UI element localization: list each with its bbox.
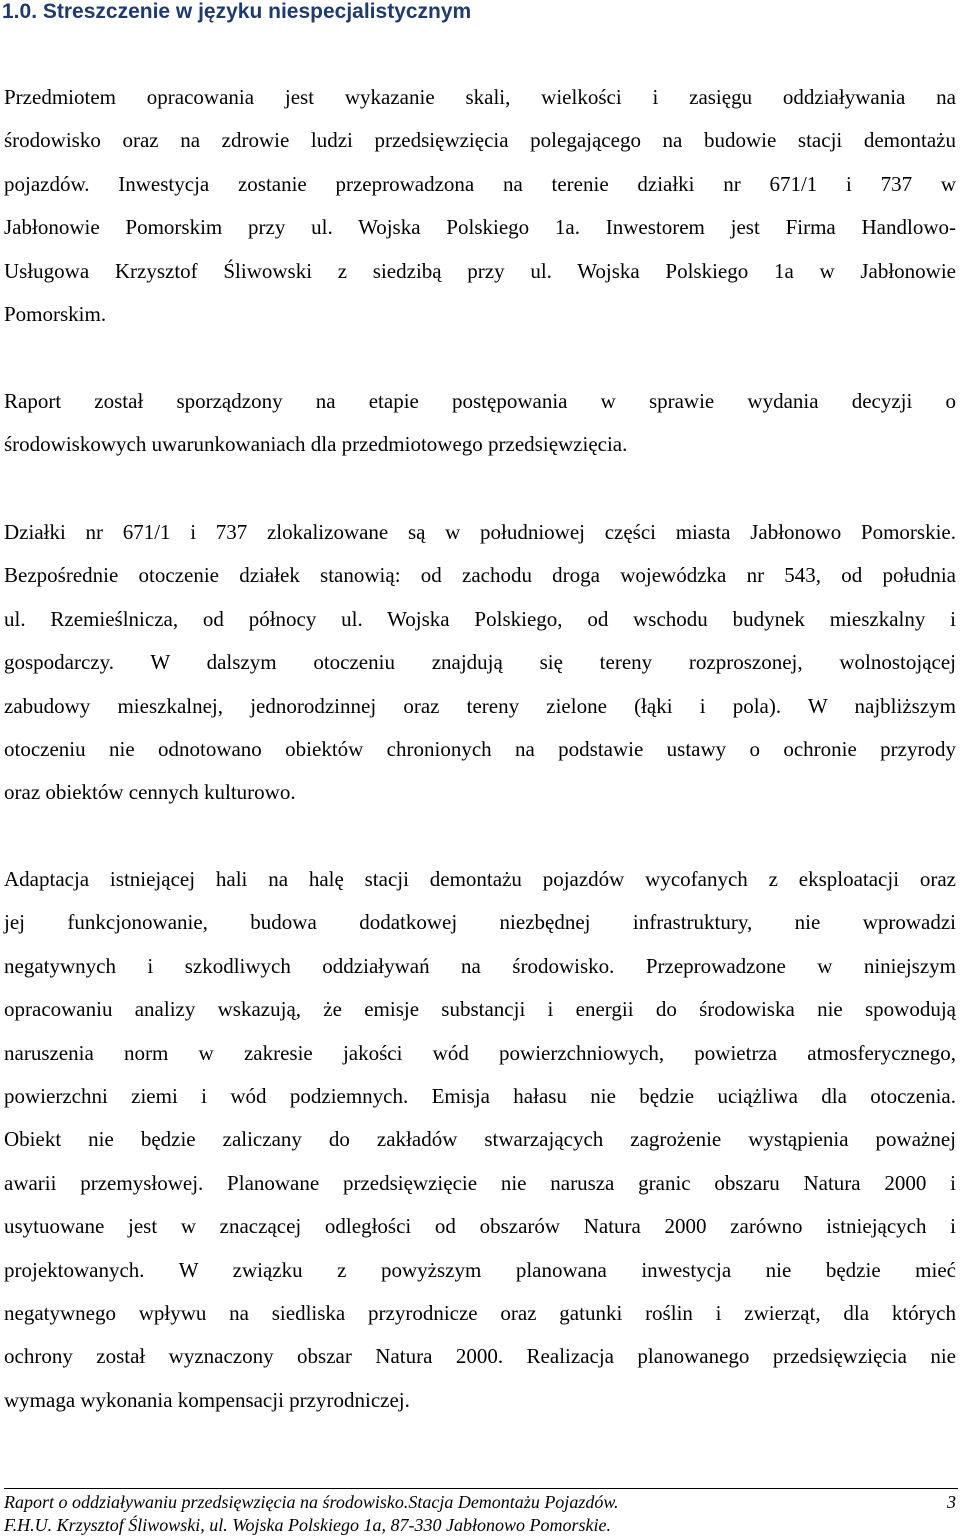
- paragraph-line: środowisko oraz na zdrowie ludzi przedsięwzięcia polegającego na budowie stacji demontażu: [4, 128, 956, 153]
- footer-report-title: Raport o oddziaływaniu przedsięwzięcia na środowisko.Stacja Demontażu Pojazdów.: [4, 1492, 619, 1512]
- section-heading: 1.0. Streszczenie w języku niespecjalistycznym: [2, 0, 472, 23]
- paragraph-line: usytuowane jest w znaczącej odległości od obszarów Natura 2000 zarówno istniejących i: [4, 1214, 956, 1239]
- paragraph-line: awarii przemysłowej. Planowane przedsięwzięcie nie narusza granic obszaru Natura 2000 i: [4, 1170, 956, 1195]
- paragraph-line: gospodarczy. W dalszym otoczeniu znajdują się tereny rozproszonej, wolnostojącej: [4, 650, 956, 675]
- paragraph-impact: [4, 858, 956, 1422]
- paragraph-purpose: [4, 76, 956, 336]
- paragraph-line: Adaptacja istniejącej hali na halę stacji demontażu pojazdów wycofanych z eksploatacji oraz: [4, 867, 956, 891]
- paragraph-line: wymaga wykonania kompensacji przyrodniczej.: [4, 1387, 410, 1412]
- footer-company-address: F.H.U. Krzysztof Śliwowski, ul. Wojska Polskiego 1a, 87-330 Jabłonowo Pomorskie.: [4, 1515, 611, 1535]
- paragraph-line: Obiekt nie będzie zaliczany do zakładów stwarzających zagrożenie wystąpienia poważnej: [4, 1127, 956, 1152]
- paragraph-line: Przedmiotem opracowania jest wykazanie skali, wielkości i zasięgu oddziaływania na: [4, 85, 956, 109]
- paragraph-line: Działki nr 671/1 i 737 zlokalizowane są w południowej części miasta Jabłonowo Pomorskie.: [4, 520, 956, 544]
- paragraph-line: oraz obiektów cennych kulturowo.: [4, 780, 296, 805]
- paragraph-line: otoczeniu nie odnotowano obiektów chronionych na podstawie ustawy o ochronie przyrody: [4, 737, 956, 762]
- paragraph-line: Raport został sporządzony na etapie postępowania w sprawie wydania decyzji o: [4, 389, 956, 413]
- paragraph-line: jej funkcjonowanie, budowa dodatkowej niezbędnej infrastruktury, nie wprowadzi: [4, 910, 956, 935]
- page-number: 3: [947, 1492, 956, 1512]
- paragraph-line: Bezpośrednie otoczenie działek stanowią: od zachodu droga wojewódzka nr 543, od południa: [4, 563, 956, 588]
- footer-divider: [4, 1488, 958, 1489]
- paragraph-location: [4, 511, 956, 815]
- paragraph-line: projektowanych. W związku z powyższym planowana inwestycja nie będzie mieć: [4, 1257, 956, 1282]
- paragraph-line: zabudowy mieszkalnej, jednorodzinnej oraz tereny zielone (łąki i pola). W najbliższym: [4, 693, 956, 718]
- paragraph-line: Pomorskim.: [4, 302, 107, 327]
- paragraph-line: środowiskowych uwarunkowaniach dla przedmiotowego przedsięwzięcia.: [4, 432, 628, 457]
- paragraph-line: powierzchni ziemi i wód podziemnych. Emisja hałasu nie będzie uciążliwa dla otoczenia.: [4, 1084, 956, 1109]
- paragraph-line: naruszenia norm w zakresie jakości wód powierzchniowych, powietrza atmosferycznego,: [4, 1040, 956, 1065]
- paragraph-line: negatywnych i szkodliwych oddziaływań na środowisko. Przeprowadzone w niniejszym: [4, 953, 956, 978]
- paragraph-report-stage: [4, 380, 956, 467]
- paragraph-line: Jabłonowie Pomorskim przy ul. Wojska Polskiego 1a. Inwestorem jest Firma Handlowo-: [4, 215, 956, 240]
- paragraph-line: ul. Rzemieślnicza, od północy ul. Wojska Polskiego, od wschodu budynek mieszkalny i: [4, 606, 956, 631]
- paragraph-line: negatywnego wpływu na siedliska przyrodnicze oraz gatunki roślin i zwierząt, dla których: [4, 1301, 956, 1326]
- paragraph-line: pojazdów. Inwestycja zostanie przeprowadzona na terenie działki nr 671/1 i 737 w: [4, 171, 956, 196]
- paragraph-line: Usługowa Krzysztof Śliwowski z siedzibą przy ul. Wojska Polskiego 1a w Jabłonowie: [4, 258, 956, 283]
- paragraph-line: opracowaniu analizy wskazują, że emisje substancji i energii do środowiska nie spowodują: [4, 997, 956, 1022]
- paragraph-line: ochrony został wyznaczony obszar Natura 2000. Realizacja planowanego przedsięwzięcia nie: [4, 1344, 956, 1369]
